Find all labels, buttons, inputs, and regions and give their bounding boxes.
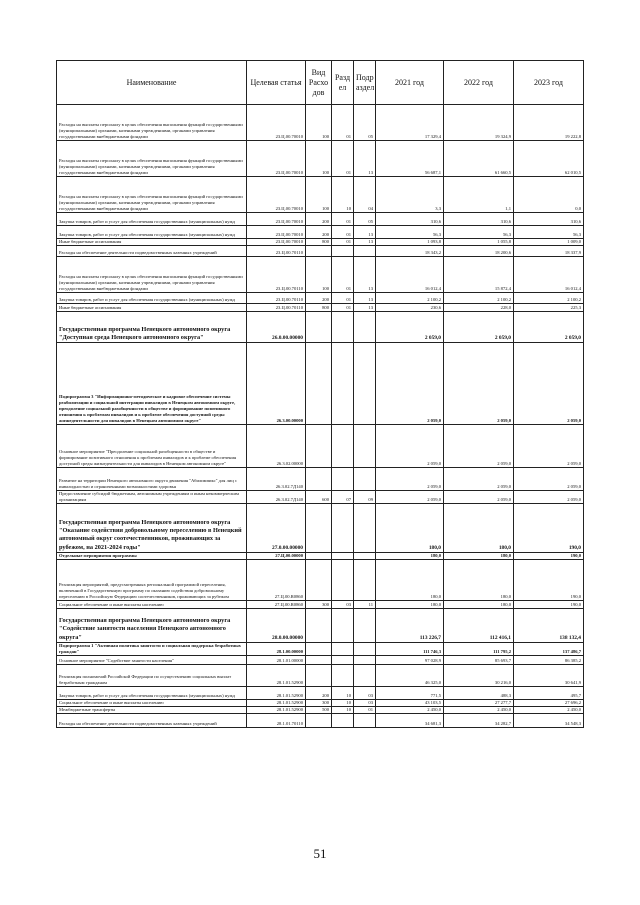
row-subsection (354, 642, 376, 655)
row-target-article: 28.1.01.52900 (247, 664, 306, 686)
row-amount-2021: 34 681,3 (376, 713, 444, 727)
table-row (57, 552, 584, 559)
row-amount-2021: 180,0 (376, 503, 444, 552)
row-name: Расходы на обеспечение деятельности подведомственных казенных учреждений (57, 245, 247, 256)
row-target-article: 28.1.01.70110 (247, 713, 306, 727)
table-row (57, 642, 584, 655)
row-section: 01 (332, 213, 354, 226)
row-amount-2023: 310,6 (514, 213, 584, 226)
row-amount-2021: 56 687,1 (376, 141, 444, 177)
row-amount-2022: 1 055,8 (444, 239, 514, 246)
row-amount-2023: 137 486,7 (514, 642, 584, 655)
row-expense-type (306, 552, 332, 559)
row-amount-2021: 2 059,0 (376, 424, 444, 467)
row-expense-type (306, 467, 332, 490)
row-amount-2021: 180,0 (376, 559, 444, 600)
row-name: Государственная программа Ненецкого автономного округа "Оказание содействия добровольному переселению в Ненецкий автономный округ соотечественников, проживающих за рубежом, на 2021-2024 годы" (57, 503, 247, 552)
table-row (57, 608, 584, 642)
row-amount-2022: 2 059,0 (444, 342, 514, 424)
row-amount-2023: 2 450,0 (514, 706, 584, 713)
row-expense-type: 100 (306, 105, 332, 141)
row-target-article: 27.Ц.00.R0860 (247, 600, 306, 608)
row-amount-2021: 111 746,3 (376, 642, 444, 655)
row-amount-2023: 190,0 (514, 559, 584, 600)
row-subsection: 13 (354, 256, 376, 292)
row-target-article: 23.Ц.00.70110 (247, 256, 306, 292)
row-target-article: 28.1.01.52900 (247, 686, 306, 699)
row-amount-2023: 86 385,2 (514, 655, 584, 664)
row-amount-2021: 113 226,7 (376, 608, 444, 642)
row-amount-2023: 2 059,0 (514, 424, 584, 467)
row-amount-2022: 15 872,4 (444, 256, 514, 292)
row-amount-2021: 2 450,0 (376, 706, 444, 713)
row-section (332, 713, 354, 727)
row-amount-2023: 495,7 (514, 686, 584, 699)
row-amount-2023: 16 012,4 (514, 256, 584, 292)
row-section: 10 (332, 686, 354, 699)
row-name: Подпрограмма 3 "Информационно-методическое и кадровое обеспечение системы реабилитации и социальной интеграции инвалидов в Ненецком автономном округе, преодоление социальной разобщенности в обществе и формирование позитивного отношения к проблемам инвалидов и к проблеме обеспечения доступной среды жизнедеятельности для инвалидов в Ненецком автономном округе" (57, 342, 247, 424)
row-name: Закупка товаров, работ и услуг для обеспечения государственных (муниципальных) нужд (57, 213, 247, 226)
row-expense-type (306, 713, 332, 727)
row-section (332, 642, 354, 655)
row-amount-2023: 34 548,3 (514, 713, 584, 727)
row-amount-2022: 27 277,7 (444, 699, 514, 706)
row-expense-type: 200 (306, 686, 332, 699)
table-row (57, 226, 584, 239)
row-amount-2022: 18 200,6 (444, 245, 514, 256)
row-subsection (354, 342, 376, 424)
row-name: Подпрограмма 1 "Активная политика занятости и социальная поддержка безработных граждан" (57, 642, 247, 655)
row-name: Расходы на обеспечение деятельности подведомственных казенных учреждений (57, 713, 247, 727)
row-section (332, 467, 354, 490)
row-expense-type: 200 (306, 213, 332, 226)
row-amount-2021: 46 325,0 (376, 664, 444, 686)
row-section: 01 (332, 292, 354, 303)
row-target-article: 26.3.00.00000 (247, 342, 306, 424)
table-row (57, 303, 584, 311)
row-section (332, 608, 354, 642)
row-section: 03 (332, 600, 354, 608)
row-name: Расходы на выплаты персоналу в целях обеспечения выполнения функций государственными (муниципальными) органами, казенными учреждениями, органами управления государственными внебюджетными фондами (57, 256, 247, 292)
table-row (57, 245, 584, 256)
row-expense-type: 300 (306, 699, 332, 706)
row-target-article: 28.1.00.00000 (247, 642, 306, 655)
row-name: Социальное обеспечение и иные выплаты населению (57, 699, 247, 706)
row-subsection: 13 (354, 303, 376, 311)
table-row (57, 467, 584, 490)
table-row (57, 256, 584, 292)
table-row (57, 239, 584, 246)
row-subsection: 13 (354, 239, 376, 246)
row-section (332, 664, 354, 686)
row-name: Предоставление субсидий бюджетным, автономным учреждениям и иным некоммерческим организациям (57, 490, 247, 503)
row-amount-2023: 19 222,8 (514, 105, 584, 141)
row-name: Расходы на выплаты персоналу в целях обеспечения выполнения функций государственными (муниципальными) органами, казенными учреждениями, органами управления государственными внебюджетными фондами (57, 177, 247, 213)
row-amount-2023: 27 696,2 (514, 699, 584, 706)
row-name: Государственная программа Ненецкого автономного округа "Содействие занятости населения Ненецкого автономного округа" (57, 608, 247, 642)
row-amount-2022: 61 660,5 (444, 141, 514, 177)
row-amount-2022: 2 059,0 (444, 490, 514, 503)
row-expense-type (306, 655, 332, 664)
row-section: 01 (332, 256, 354, 292)
row-target-article: 28.1.01.52900 (247, 699, 306, 706)
row-expense-type: 200 (306, 292, 332, 303)
row-name: Отдельные мероприятия программы (57, 552, 247, 559)
row-amount-2021: 310,6 (376, 213, 444, 226)
row-amount-2021: 2 059,0 (376, 342, 444, 424)
row-expense-type (306, 559, 332, 600)
budget-table (56, 60, 584, 728)
table-row (57, 177, 584, 213)
row-target-article: 26.3.02.7Д140 (247, 490, 306, 503)
row-target-article: 26.0.00.00000 (247, 311, 306, 342)
row-section (332, 552, 354, 559)
row-subsection (354, 311, 376, 342)
row-name: Межбюджетные трансферты (57, 706, 247, 713)
row-amount-2022: 180,0 (444, 559, 514, 600)
row-amount-2023: 62 010,5 (514, 141, 584, 177)
row-name: Иные бюджетные ассигнования (57, 239, 247, 246)
header-name: Наименование (57, 61, 247, 105)
row-amount-2022: 2 059,0 (444, 424, 514, 467)
row-expense-type (306, 342, 332, 424)
row-section: 10 (332, 177, 354, 213)
row-target-article: 23.Ц.00.70010 (247, 213, 306, 226)
row-subsection (354, 424, 376, 467)
row-amount-2022: 1,1 (444, 177, 514, 213)
row-amount-2022: 2 450,0 (444, 706, 514, 713)
row-subsection (354, 467, 376, 490)
row-expense-type: 500 (306, 706, 332, 713)
row-expense-type (306, 608, 332, 642)
row-name: Государственная программа Ненецкого автономного округа "Доступная среда Ненецкого автономного округа" (57, 311, 247, 342)
row-amount-2022: 112 416,1 (444, 608, 514, 642)
row-amount-2023: 2 059,0 (514, 490, 584, 503)
row-subsection (354, 559, 376, 600)
table-row (57, 424, 584, 467)
row-amount-2022: 488,3 (444, 686, 514, 699)
table-row (57, 105, 584, 141)
row-target-article: 28.1.01.00000 (247, 655, 306, 664)
table-row (57, 213, 584, 226)
table-row (57, 699, 584, 706)
table-row (57, 655, 584, 664)
row-amount-2022: 111 795,2 (444, 642, 514, 655)
table-row (57, 706, 584, 713)
row-amount-2023: 2 059,0 (514, 342, 584, 424)
row-expense-type (306, 664, 332, 686)
table-row (57, 664, 584, 686)
row-section: 10 (332, 706, 354, 713)
row-section: 10 (332, 699, 354, 706)
row-amount-2021: 1 093,8 (376, 239, 444, 246)
row-subsection: 04 (354, 177, 376, 213)
row-target-article: 23.Ц.00.70010 (247, 239, 306, 246)
row-name: Реализация полномочий Российской Федерации по осуществлению социальных выплат безработным гражданам (57, 664, 247, 686)
row-target-article: 26.3.02.00000 (247, 424, 306, 467)
row-amount-2021: 180,0 (376, 552, 444, 559)
header-2022: 2022 год (444, 61, 514, 105)
row-amount-2021: 2 059,0 (376, 490, 444, 503)
row-section (332, 245, 354, 256)
row-amount-2021: 56,3 (376, 226, 444, 239)
row-amount-2023: 190,0 (514, 600, 584, 608)
row-target-article: 27.Ц.00.R0860 (247, 559, 306, 600)
row-amount-2021: 230,6 (376, 303, 444, 311)
row-amount-2022: 180,0 (444, 600, 514, 608)
header-2023: 2023 год (514, 61, 584, 105)
row-amount-2021: 180,0 (376, 600, 444, 608)
row-subsection (354, 245, 376, 256)
row-target-article: 23.Ц.00.70010 (247, 141, 306, 177)
row-section: 01 (332, 303, 354, 311)
header-section: Разд ел (332, 61, 354, 105)
row-name: Основное мероприятие "Содействие занятости населения" (57, 655, 247, 664)
row-name: Закупка товаров, работ и услуг для обеспечения государственных (муниципальных) нужд (57, 686, 247, 699)
row-amount-2022: 30 216,0 (444, 664, 514, 686)
row-name: Основное мероприятие "Преодоление социальной разобщенности в обществе и формирование позитивного отношения к проблемам инвалидов и к проблеме обеспечения доступной среды жизнедеятельности для инвалидов в Ненецком автономном округе" (57, 424, 247, 467)
row-amount-2023: 0,0 (514, 177, 584, 213)
row-expense-type: 200 (306, 226, 332, 239)
row-amount-2022: 85 693,7 (444, 655, 514, 664)
row-amount-2023: 190,0 (514, 503, 584, 552)
table-row (57, 292, 584, 303)
row-amount-2021: 2 059,0 (376, 467, 444, 490)
row-expense-type (306, 245, 332, 256)
table-header-row (57, 61, 584, 105)
row-name: Закупка товаров, работ и услуг для обеспечения государственных (муниципальных) нужд (57, 226, 247, 239)
row-amount-2023: 18 337,9 (514, 245, 584, 256)
row-subsection (354, 713, 376, 727)
row-target-article: 23.Ц.00.70010 (247, 177, 306, 213)
row-amount-2023: 138 132,4 (514, 608, 584, 642)
row-subsection (354, 552, 376, 559)
row-subsection: 11 (354, 600, 376, 608)
row-amount-2023: 1 009,0 (514, 239, 584, 246)
row-subsection: 01 (354, 706, 376, 713)
row-subsection: 13 (354, 292, 376, 303)
row-amount-2023: 190,0 (514, 552, 584, 559)
header-type: Вид Расхо дов (306, 61, 332, 105)
row-amount-2023: 30 641,9 (514, 664, 584, 686)
row-target-article: 23.Ц.00.70110 (247, 245, 306, 256)
row-subsection: 13 (354, 226, 376, 239)
table-row (57, 141, 584, 177)
row-name: Иные бюджетные ассигнования (57, 303, 247, 311)
row-name: Расходы на выплаты персоналу в целях обеспечения выполнения функций государственными (муниципальными) органами, казенными учреждениями, органами управления государственными внебюджетными фондами (57, 141, 247, 177)
row-amount-2021: 771,5 (376, 686, 444, 699)
row-section: 01 (332, 226, 354, 239)
row-expense-type: 800 (306, 239, 332, 246)
row-name: Социальное обеспечение и иные выплаты населению (57, 600, 247, 608)
row-amount-2021: 43 103,5 (376, 699, 444, 706)
row-amount-2021: 3,3 (376, 177, 444, 213)
row-subsection: 03 (354, 686, 376, 699)
row-amount-2022: 19 324,9 (444, 105, 514, 141)
row-subsection: 05 (354, 213, 376, 226)
row-target-article: 27.0.00.00000 (247, 503, 306, 552)
row-amount-2021: 97 028,9 (376, 655, 444, 664)
row-expense-type (306, 311, 332, 342)
table-row (57, 342, 584, 424)
row-amount-2022: 180,0 (444, 503, 514, 552)
table-row (57, 713, 584, 727)
header-subsection: Подр аздел (354, 61, 376, 105)
row-section (332, 311, 354, 342)
table-row (57, 600, 584, 608)
row-subsection (354, 608, 376, 642)
row-amount-2021: 18 343,2 (376, 245, 444, 256)
table-body (57, 105, 584, 728)
header-2021: 2021 год (376, 61, 444, 105)
row-expense-type (306, 503, 332, 552)
row-section: 01 (332, 141, 354, 177)
row-target-article: 26.3.02.7Д140 (247, 467, 306, 490)
row-section: 07 (332, 490, 354, 503)
table-row (57, 686, 584, 699)
row-expense-type: 100 (306, 256, 332, 292)
row-amount-2022: 34 282,7 (444, 713, 514, 727)
row-subsection (354, 664, 376, 686)
row-name: Развитие на территории Ненецкого автономного округа движения "Абилимпикс" для лиц с инвалидностью и ограниченными возможностями здоровья (57, 467, 247, 490)
row-amount-2023: 2 059,0 (514, 311, 584, 342)
row-amount-2023: 2 059,0 (514, 467, 584, 490)
row-section (332, 342, 354, 424)
header-target: Целевая статья (247, 61, 306, 105)
row-subsection: 13 (354, 141, 376, 177)
row-target-article: 27.Ц.00.00000 (247, 552, 306, 559)
row-amount-2023: 56,3 (514, 226, 584, 239)
row-section (332, 503, 354, 552)
table-row (57, 490, 584, 503)
row-expense-type (306, 424, 332, 467)
row-name: Реализация мероприятий, предусмотренных региональной программой переселения, включенной в Государственную программу по оказанию содействия добровольному переселению в Российскую Федерацию соотечественников, проживающих за рубежом (57, 559, 247, 600)
row-amount-2021: 2 100,2 (376, 292, 444, 303)
row-name: Расходы на выплаты персоналу в целях обеспечения выполнения функций государственными (муниципальными) органами, казенными учреждениями, органами управления государственными внебюджетными фондами (57, 105, 247, 141)
row-section (332, 655, 354, 664)
row-amount-2023: 2 100,2 (514, 292, 584, 303)
row-amount-2022: 2 100,2 (444, 292, 514, 303)
row-expense-type: 300 (306, 600, 332, 608)
row-amount-2022: 228,0 (444, 303, 514, 311)
row-amount-2022: 310,6 (444, 213, 514, 226)
row-target-article: 23.Ц.00.70110 (247, 303, 306, 311)
row-target-article: 23.Ц.00.70010 (247, 226, 306, 239)
row-subsection (354, 503, 376, 552)
row-section (332, 559, 354, 600)
row-section: 01 (332, 239, 354, 246)
row-target-article: 28.1.01.52900 (247, 706, 306, 713)
row-amount-2021: 16 012,4 (376, 256, 444, 292)
table-row (57, 311, 584, 342)
row-expense-type: 100 (306, 141, 332, 177)
row-target-article: 28.0.00.00000 (247, 608, 306, 642)
row-target-article: 23.Ц.00.70010 (247, 105, 306, 141)
table-row (57, 503, 584, 552)
row-amount-2023: 225,3 (514, 303, 584, 311)
row-amount-2022: 2 059,0 (444, 311, 514, 342)
row-amount-2021: 17 329,4 (376, 105, 444, 141)
row-section: 01 (332, 105, 354, 141)
row-expense-type (306, 642, 332, 655)
row-section (332, 424, 354, 467)
row-amount-2022: 2 059,0 (444, 467, 514, 490)
row-name: Закупка товаров, работ и услуг для обеспечения государственных (муниципальных) нужд (57, 292, 247, 303)
row-subsection: 03 (354, 699, 376, 706)
row-amount-2022: 180,0 (444, 552, 514, 559)
row-target-article: 23.Ц.00.70110 (247, 292, 306, 303)
row-expense-type: 600 (306, 490, 332, 503)
row-subsection: 05 (354, 105, 376, 141)
row-amount-2021: 2 059,0 (376, 311, 444, 342)
row-subsection (354, 655, 376, 664)
row-amount-2022: 56,3 (444, 226, 514, 239)
row-expense-type: 800 (306, 303, 332, 311)
table-row (57, 559, 584, 600)
row-expense-type: 100 (306, 177, 332, 213)
page-number: 51 (313, 846, 327, 861)
row-subsection: 09 (354, 490, 376, 503)
